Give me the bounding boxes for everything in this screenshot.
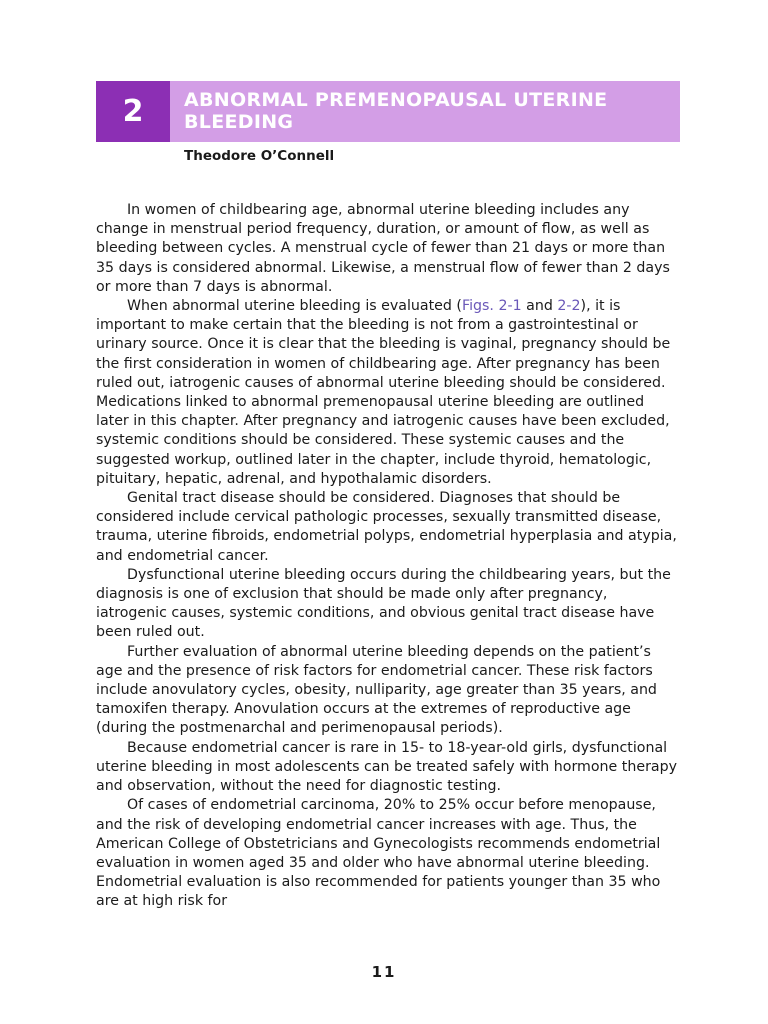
paragraph-text: ), it is important to make certain that the bleeding is not from a gastrointestinal or urinary source. Once it is clear that the bleeding is vaginal, pregnancy should be the first consideration in women of childbearing age. After pregnancy has been ruled out, iatrogenic causes of abnormal uterine bleeding should be considered. Medications linked to abnormal premenopausal uterine bleeding are outlined later in this chapter. After pregnancy and iatrogenic causes have been excluded, systemic conditions should be considered. These systemic causes and the suggested workup, outlined later in the chapter, include thyroid, hematologic, pituitary, hepatic, adrenal, and hypothalamic disorders. — [96, 298, 671, 487]
paragraph: Of cases of endometrial carcinoma, 20% to 25% occur before menopause, and the risk of developing endometrial cancer increases with age. Thus, the American College of Obstetricians and Gynecologists recommends endometrial evaluation in women aged 35 and older who have abnormal uterine bleeding. Endometrial evaluation is also recommended for patients younger than 35 who are at high risk for — [96, 797, 661, 910]
chapter-title — [170, 81, 680, 142]
paragraph: Dysfunctional uterine bleeding occurs during the childbearing years, but the diagnosis is one of exclusion that should be made only after pregnancy, iatrogenic causes, systemic conditions, and obvious genital tract disease have been ruled out. — [96, 566, 671, 641]
paragraph: Because endometrial cancer is rare in 15- to 18-year-old girls, dysfunctional uterine bleeding in most adolescents can be treated safely with hormone therapy and observation, without the need for diagnostic testing. — [96, 739, 678, 795]
figure-link-2-1[interactable]: Figs. 2-1 — [461, 298, 522, 315]
paragraph: Further evaluation of abnormal uterine bleeding depends on the patient’s age and the presence of risk factors for endometrial cancer. These risk factors include anovulatory cycles, obesity, nulliparity, age greater than 35 years, and tamoxifen therapy. Anovulation occurs at the extremes of reproductive age (during the postmenarchal and perimenopausal periods). — [96, 643, 657, 737]
author-name: Theodore O’Connell — [184, 148, 335, 164]
chapter-number: 2 — [96, 81, 170, 142]
paragraph-text: When abnormal uterine bleeding is evaluated ( — [127, 298, 462, 315]
paragraph: In women of childbearing age, abnormal uterine bleeding includes any change in menstrual period frequency, duration, or amount of flow, as well as bleeding between cycles. A menstrual cycle of fewer than 21 days or more than 35 days is considered abnormal. Likewise, a menstrual flow of fewer than 2 days or more than 7 days is abnormal. — [96, 202, 670, 295]
chapter-header — [96, 81, 680, 142]
paragraph — [96, 297, 680, 489]
paragraph-text: and — [521, 298, 558, 315]
paragraph: Genital tract disease should be considered. Diagnoses that should be considered include cervical pathologic processes, sexually transmitted disease, trauma, uterine fibroids, endometrial polyps, endometrial hyperplasia and atypia, and endometrial cancer. — [96, 490, 677, 564]
chapter-title-line-1: ABNORMAL PREMENOPAUSAL UTERINE — [184, 89, 608, 111]
chapter-title-line-2: BLEEDING — [184, 111, 294, 133]
figure-link-2-2[interactable]: 2-2 — [557, 298, 581, 315]
page-number: 11 — [371, 963, 397, 981]
body-text — [96, 201, 680, 912]
